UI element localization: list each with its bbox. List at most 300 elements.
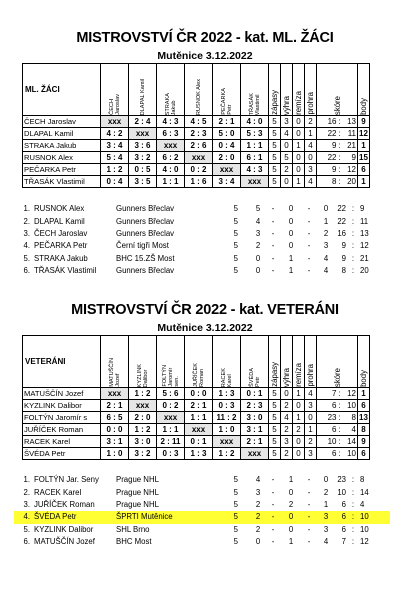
veterani-stat-cell: 6 bbox=[317, 448, 337, 460]
result-goals-against: 9 bbox=[360, 204, 365, 214]
result-dash: - bbox=[307, 253, 311, 263]
zaci-row-name: RUSNOK Alex bbox=[23, 152, 101, 164]
result-colon: : bbox=[351, 524, 355, 534]
veterani-score-cell: 11 : 2 bbox=[213, 412, 241, 424]
result-rank: 2. bbox=[23, 216, 30, 226]
result-name: STRAKA Jakub bbox=[34, 253, 88, 263]
result-dash: - bbox=[307, 499, 311, 509]
list-item bbox=[14, 511, 390, 523]
zaci-stat-cell: 0 bbox=[293, 152, 305, 164]
result-wins: 4 bbox=[255, 216, 261, 226]
result-matches: 5 bbox=[233, 537, 238, 547]
result-rank: 6. bbox=[23, 537, 30, 547]
result-dash: - bbox=[271, 228, 275, 238]
table-row bbox=[23, 388, 370, 400]
zaci-score-cell: 4 : 0 bbox=[241, 116, 269, 128]
veterani-score-cell: 3 : 0 bbox=[129, 436, 157, 448]
result-matches: 5 bbox=[233, 216, 238, 226]
zaci-stat-header bbox=[358, 64, 370, 116]
result-goals-against: 14 bbox=[360, 487, 369, 497]
result-draws: 0 bbox=[288, 487, 294, 497]
zaci-stat-cell: : bbox=[338, 117, 341, 126]
result-colon: : bbox=[351, 228, 355, 238]
zaci-category-label: ML. ŽÁCI bbox=[23, 64, 101, 116]
veterani-score-cell: 1 : 1 bbox=[157, 424, 185, 436]
result-draws: 2 bbox=[288, 499, 294, 509]
zaci-subtitle: Mutěnice 3.12.2022 bbox=[157, 50, 253, 62]
result-losses: 3 bbox=[323, 524, 329, 534]
veterani-stat-cell: 0 bbox=[281, 388, 293, 400]
result-goals-against: 11 bbox=[360, 216, 369, 226]
result-dash: - bbox=[271, 216, 275, 226]
result-rank: 5. bbox=[23, 524, 30, 534]
result-rank: 1. bbox=[23, 475, 30, 485]
veterani-row-name: JUŘÍČEK Roman bbox=[23, 424, 101, 436]
veterani-stat-cell: 6 bbox=[317, 424, 337, 436]
zaci-stat-cell: : bbox=[338, 141, 341, 150]
result-colon: : bbox=[351, 241, 355, 251]
result-rank: 1. bbox=[23, 204, 30, 214]
zaci-stat-cell: 0 bbox=[293, 164, 305, 176]
result-draws: 0 bbox=[288, 524, 294, 534]
veterani-stat-cell: 1 bbox=[305, 424, 317, 436]
veterani-stat-cell: 2 bbox=[281, 424, 293, 436]
zaci-stat-header-text: výhra bbox=[282, 95, 291, 115]
zaci-score-cell: 2 : 1 bbox=[213, 116, 241, 128]
veterani-stat-cell: 5 bbox=[269, 424, 281, 436]
zaci-stat-cell: 16 bbox=[317, 116, 337, 128]
veterani-player-header bbox=[101, 336, 129, 388]
result-name: DLAPAL Kamil bbox=[34, 216, 85, 226]
zaci-score-cell: 4 : 0 bbox=[157, 164, 185, 176]
veterani-score-cell: 2 : 11 bbox=[157, 436, 185, 448]
veterani-stat-cell: 1 bbox=[293, 412, 305, 424]
result-goals-for: 6 bbox=[341, 524, 346, 534]
zaci-score-cell: xxx bbox=[185, 152, 213, 164]
veterani-score-cell: 0 : 1 bbox=[241, 388, 269, 400]
zaci-stat-cell: : bbox=[338, 153, 341, 162]
result-dash: - bbox=[271, 266, 275, 276]
result-dash: - bbox=[307, 241, 311, 251]
zaci-stat-cell: 1 bbox=[293, 176, 305, 188]
zaci-player-header-text: ČECH Jaroslav bbox=[108, 94, 121, 115]
result-wins: 4 bbox=[255, 475, 261, 485]
result-wins: 2 bbox=[255, 499, 261, 509]
zaci-stat-cell: 15 bbox=[359, 153, 368, 162]
veterani-cross-table bbox=[22, 335, 370, 460]
list-item bbox=[14, 253, 390, 265]
zaci-score-cell: 0 : 2 bbox=[185, 164, 213, 176]
veterani-stat-header-text: prohra bbox=[306, 364, 315, 387]
result-matches: 5 bbox=[233, 241, 238, 251]
result-club: Černí tigři Most bbox=[116, 241, 169, 251]
zaci-player-header-text: DLAPAL Kamil bbox=[139, 78, 146, 115]
veterani-stat-cell: 5 bbox=[269, 448, 281, 460]
result-goals-against: 4 bbox=[360, 499, 365, 509]
result-dash: - bbox=[307, 487, 311, 497]
veterani-stat-cell: 2 bbox=[281, 448, 293, 460]
veterani-stat-cell: 5 bbox=[269, 436, 281, 448]
veterani-stat-header-text: body bbox=[359, 370, 368, 387]
zaci-stat-header bbox=[269, 64, 281, 116]
veterani-stat-cell: 6 bbox=[358, 400, 370, 412]
result-losses: 0 bbox=[323, 475, 329, 485]
table-row bbox=[23, 164, 370, 176]
veterani-stat-cell: 9 bbox=[358, 436, 370, 448]
zaci-score-cell: 2 : 6 bbox=[185, 140, 213, 152]
veterani-stat-cell: 3 bbox=[305, 448, 317, 460]
zaci-stat-cell: 0 bbox=[293, 116, 305, 128]
veterani-stat-cell: 10 bbox=[317, 436, 337, 448]
veterani-stat-cell: 8 bbox=[358, 424, 370, 436]
zaci-score-cell: 5 : 3 bbox=[241, 128, 269, 140]
result-rank: 6. bbox=[23, 266, 30, 276]
zaci-score-cell: xxx bbox=[129, 128, 157, 140]
veterani-stat-cell: 0 bbox=[293, 448, 305, 460]
zaci-score-cell: xxx bbox=[241, 176, 269, 188]
veterani-player-header-text: JUŘÍČEK Roman bbox=[192, 363, 205, 387]
zaci-player-header-text: RUSNOK Alex bbox=[195, 78, 202, 115]
veterani-stat-cell: 2 bbox=[281, 400, 293, 412]
result-goals-for: 9 bbox=[341, 253, 346, 263]
veterani-player-header bbox=[241, 336, 269, 388]
zaci-score-cell: 3 : 4 bbox=[101, 140, 129, 152]
zaci-player-header bbox=[157, 64, 185, 116]
result-dash: - bbox=[271, 241, 275, 251]
list-item bbox=[14, 240, 390, 252]
veterani-player-header bbox=[213, 336, 241, 388]
veterani-score-cell: 2 : 1 bbox=[101, 400, 129, 412]
result-goals-for: 9 bbox=[341, 241, 346, 251]
result-goals-against: 21 bbox=[360, 253, 369, 263]
veterani-stat-cell: : bbox=[338, 425, 341, 434]
veterani-score-cell: 5 : 6 bbox=[157, 388, 185, 400]
zaci-score-cell: xxx bbox=[213, 164, 241, 176]
list-item bbox=[14, 486, 390, 498]
veterani-score-cell: 3 : 1 bbox=[241, 424, 269, 436]
result-colon: : bbox=[351, 204, 355, 214]
result-club: Gunners Břeclav bbox=[116, 266, 175, 276]
table-row bbox=[23, 176, 370, 188]
zaci-row-name: TŘASÁK Vlastimil bbox=[23, 176, 101, 188]
result-draws: 1 bbox=[288, 475, 294, 485]
zaci-row-name: ČECH Jaroslav bbox=[23, 116, 101, 128]
result-wins: 3 bbox=[255, 487, 261, 497]
zaci-player-header-text: PEČARKA Petr bbox=[220, 88, 233, 115]
result-colon: : bbox=[351, 499, 355, 509]
result-matches: 5 bbox=[233, 524, 238, 534]
zaci-stat-cell: : bbox=[338, 177, 341, 186]
result-gap bbox=[238, 215, 250, 227]
zaci-score-cell: 4 : 3 bbox=[241, 164, 269, 176]
veterani-title: MISTROVSTVÍ ČR 2022 - kat. VETERÁNI bbox=[71, 302, 339, 318]
result-losses: 4 bbox=[323, 266, 329, 276]
zaci-stat-cell: 20 bbox=[343, 176, 358, 188]
result-draws: 1 bbox=[288, 537, 294, 547]
result-club: Prague NHL bbox=[116, 499, 159, 509]
zaci-stat-cell: : bbox=[338, 165, 341, 174]
table-row bbox=[23, 152, 370, 164]
veterani-category-label: VETERÁNI bbox=[23, 336, 101, 388]
veterani-player-header-text: MATUŠČÍN Jozef bbox=[108, 358, 121, 387]
zaci-row-name: PEČARKA Petr bbox=[23, 164, 101, 176]
zaci-stat-cell: 1 bbox=[358, 140, 370, 152]
veterani-stat-cell: 10 bbox=[343, 448, 358, 460]
veterani-stat-cell: 8 bbox=[343, 412, 358, 424]
result-draws: 1 bbox=[288, 253, 294, 263]
veterani-stat-cell: 1 bbox=[293, 388, 305, 400]
result-gap bbox=[238, 228, 250, 240]
zaci-score-cell: 5 : 0 bbox=[213, 128, 241, 140]
veterani-stat-header bbox=[358, 336, 370, 388]
zaci-stat-cell: 4 bbox=[305, 140, 317, 152]
result-dash: - bbox=[271, 524, 275, 534]
veterani-score-cell: 0 : 3 bbox=[157, 448, 185, 460]
zaci-stat-cell: 1 bbox=[293, 140, 305, 152]
result-goals-for: 22 bbox=[337, 216, 346, 226]
zaci-score-cell: 3 : 4 bbox=[213, 176, 241, 188]
result-draws: 0 bbox=[280, 511, 302, 523]
veterani-score-cell: 2 : 0 bbox=[129, 412, 157, 424]
list-item bbox=[14, 524, 390, 536]
result-wins: 0 bbox=[255, 266, 261, 276]
result-losses: 2 bbox=[323, 487, 329, 497]
veterani-stat-cell: 3 bbox=[281, 436, 293, 448]
table-row bbox=[23, 128, 370, 140]
zaci-score-cell: 1 : 2 bbox=[101, 164, 129, 176]
veterani-score-cell: 6 : 5 bbox=[101, 412, 129, 424]
zaci-score-cell: 2 : 0 bbox=[213, 152, 241, 164]
zaci-score-cell: 4 : 3 bbox=[157, 116, 185, 128]
result-goals-for: 16 bbox=[337, 228, 346, 238]
veterani-stat-cell: 2 bbox=[293, 424, 305, 436]
result-rank: 4. bbox=[23, 241, 30, 251]
veterani-score-cell: 1 : 0 bbox=[213, 424, 241, 436]
zaci-stat-cell: 9 bbox=[317, 164, 337, 176]
result-colon: : bbox=[351, 475, 355, 485]
zaci-score-cell: xxx bbox=[101, 116, 129, 128]
veterani-stat-cell: : bbox=[338, 413, 341, 422]
zaci-stat-header bbox=[281, 64, 293, 116]
result-club: BHC 15.ZŠ Most bbox=[116, 253, 175, 263]
zaci-stat-cell: 2 bbox=[305, 116, 317, 128]
zaci-score-cell: 4 : 2 bbox=[101, 128, 129, 140]
veterani-row-name: FOLTÝN Jaromír s bbox=[23, 412, 101, 424]
zaci-player-header bbox=[185, 64, 213, 116]
table-row bbox=[23, 140, 370, 152]
zaci-score-cell: 6 : 3 bbox=[157, 128, 185, 140]
veterani-stat-cell: 5 bbox=[269, 388, 281, 400]
veterani-stat-cell: 23 bbox=[317, 412, 337, 424]
table-row bbox=[23, 412, 370, 424]
zaci-stat-cell: 3 bbox=[281, 116, 293, 128]
result-losses: 1 bbox=[323, 499, 329, 509]
result-matches: 5 bbox=[233, 228, 238, 238]
zaci-stat-header-text: zápasy bbox=[270, 90, 279, 115]
zaci-stat-cell: 3 bbox=[305, 164, 317, 176]
result-goals-against: 10 bbox=[360, 511, 390, 523]
table-row bbox=[23, 436, 370, 448]
zaci-title: MISTROVSTVÍ ČR 2022 - kat. ML. ŽÁCI bbox=[76, 30, 334, 46]
result-goals-against: 10 bbox=[360, 524, 369, 534]
zaci-score-cell: 3 : 5 bbox=[129, 176, 157, 188]
veterani-player-header bbox=[157, 336, 185, 388]
zaci-stat-cell: 8 bbox=[317, 176, 337, 188]
list-item bbox=[14, 215, 390, 227]
zaci-score-cell: 2 : 3 bbox=[185, 128, 213, 140]
veterani-stat-cell: : bbox=[338, 389, 341, 398]
result-gap bbox=[238, 474, 250, 486]
veterani-score-cell: 0 : 2 bbox=[157, 400, 185, 412]
result-dash: - bbox=[271, 499, 275, 509]
result-gap bbox=[238, 253, 250, 265]
zaci-stat-cell: 22 bbox=[317, 128, 337, 140]
zaci-stat-header bbox=[305, 64, 317, 116]
zaci-stat-cell: 2 bbox=[281, 164, 293, 176]
veterani-score-cell: 0 : 0 bbox=[185, 388, 213, 400]
result-goals-for: 8 bbox=[341, 266, 346, 276]
result-rank: 3. bbox=[23, 499, 30, 509]
veterani-score-cell: 1 : 1 bbox=[185, 412, 213, 424]
veterani-score-cell: 1 : 2 bbox=[129, 424, 157, 436]
result-colon: : bbox=[351, 216, 355, 226]
result-name: ČECH Jaroslav bbox=[34, 228, 88, 238]
zaci-score-cell: 6 : 2 bbox=[157, 152, 185, 164]
result-colon: : bbox=[346, 511, 360, 523]
result-rank: 4. bbox=[14, 511, 30, 523]
list-item bbox=[14, 536, 390, 548]
result-matches: 5 bbox=[233, 487, 238, 497]
result-club: Prague NHL bbox=[116, 487, 159, 497]
zaci-player-header-text: TŘASÁK Vlastimil bbox=[248, 92, 261, 115]
veterani-row-name: RACEK Karel bbox=[23, 436, 101, 448]
list-item bbox=[14, 228, 390, 240]
result-wins: 0 bbox=[255, 537, 261, 547]
result-draws: 1 bbox=[288, 266, 294, 276]
veterani-stat-header bbox=[293, 336, 305, 388]
result-goals-against: 8 bbox=[360, 475, 365, 485]
table-row bbox=[23, 448, 370, 460]
veterani-stat-cell: 0 bbox=[293, 436, 305, 448]
zaci-stat-cell: 4 bbox=[281, 128, 293, 140]
zaci-score-cell: 1 : 1 bbox=[241, 140, 269, 152]
veterani-row-name: KYZLINK Dalibor bbox=[23, 400, 101, 412]
result-losses: 3 bbox=[316, 511, 336, 523]
result-matches: 5 bbox=[233, 499, 238, 509]
zaci-score-cell: 0 : 4 bbox=[213, 140, 241, 152]
veterani-score-cell: 2 : 1 bbox=[241, 436, 269, 448]
result-draws: 0 bbox=[288, 228, 294, 238]
veterani-score-cell: 3 : 0 bbox=[241, 412, 269, 424]
zaci-results bbox=[14, 203, 390, 277]
veterani-player-header bbox=[129, 336, 157, 388]
veterani-stat-cell: 4 bbox=[305, 388, 317, 400]
result-goals-against: 13 bbox=[360, 228, 369, 238]
veterani-stat-cell: : bbox=[338, 449, 341, 458]
result-club: Prague NHL bbox=[116, 475, 159, 485]
zaci-stat-cell: 12 bbox=[343, 164, 358, 176]
result-matches: 5 bbox=[233, 266, 238, 276]
zaci-stat-cell: 12 bbox=[359, 129, 368, 138]
result-wins: 3 bbox=[255, 228, 261, 238]
veterani-score-cell: xxx bbox=[213, 436, 241, 448]
veterani-stat-cell: 5 bbox=[269, 400, 281, 412]
veterani-stat-cell: 7 bbox=[317, 388, 337, 400]
result-gap bbox=[238, 499, 250, 511]
veterani-stat-cell: 3 bbox=[305, 400, 317, 412]
veterani-stat-cell: 13 bbox=[359, 413, 368, 422]
zaci-player-header bbox=[101, 64, 129, 116]
result-goals-against: 20 bbox=[360, 266, 369, 276]
zaci-player-header bbox=[129, 64, 157, 116]
veterani-score-cell: xxx bbox=[185, 424, 213, 436]
result-goals-against: 12 bbox=[360, 241, 369, 251]
zaci-stat-header-text: prohra bbox=[306, 92, 315, 115]
result-club: Gunners Břeclav bbox=[116, 228, 175, 238]
result-wins: 2 bbox=[255, 524, 261, 534]
veterani-stat-header-text: remíza bbox=[294, 363, 303, 387]
veterani-stat-cell: : bbox=[338, 401, 341, 410]
result-club: Gunners Břeclav bbox=[116, 216, 175, 226]
veterani-stat-header-text: zápasy bbox=[270, 362, 279, 387]
zaci-stat-cell: 5 bbox=[281, 152, 293, 164]
zaci-stat-cell: 5 bbox=[269, 128, 281, 140]
veterani-stat-cell: 5 bbox=[269, 412, 281, 424]
zaci-stat-cell: 1 bbox=[305, 128, 317, 140]
zaci-score-cell: 0 : 4 bbox=[101, 176, 129, 188]
veterani-score-cell: xxx bbox=[241, 448, 269, 460]
result-name: TŘASÁK Vlastimil bbox=[34, 266, 97, 276]
result-dash: - bbox=[271, 204, 275, 214]
veterani-player-header-text: FOLTÝN Jaromír sen. bbox=[161, 365, 180, 387]
veterani-stat-cell: 10 bbox=[343, 400, 358, 412]
result-name: KYZLINK Dalibor bbox=[34, 524, 94, 534]
zaci-stat-header bbox=[293, 64, 305, 116]
veterani-row-name: ŠVÉDA Petr bbox=[23, 448, 101, 460]
result-wins: 2 bbox=[255, 241, 261, 251]
result-rank: 2. bbox=[23, 487, 30, 497]
zaci-score-cell: 4 : 5 bbox=[185, 116, 213, 128]
zaci-stat-cell: 9 bbox=[317, 140, 337, 152]
zaci-stat-cell: : bbox=[338, 129, 341, 138]
result-dash: - bbox=[307, 537, 311, 547]
result-name: RUSNOK Alex bbox=[34, 204, 85, 214]
result-dash: - bbox=[307, 228, 311, 238]
veterani-stat-cell: 2 bbox=[305, 436, 317, 448]
result-name: MATUŠČÍN Jozef bbox=[34, 537, 95, 547]
veterani-score-cell: 2 : 1 bbox=[185, 400, 213, 412]
result-losses: 4 bbox=[323, 253, 329, 263]
result-gap bbox=[238, 511, 250, 523]
result-name: JUŘÍČEK Roman bbox=[34, 499, 95, 509]
zaci-stat-cell: 13 bbox=[343, 116, 358, 128]
veterani-subtitle: Mutěnice 3.12.2022 bbox=[157, 322, 253, 334]
veterani-stat-header-text: výhra bbox=[282, 367, 291, 387]
veterani-stat-cell: 0 bbox=[293, 400, 305, 412]
zaci-score-cell: 3 : 6 bbox=[129, 140, 157, 152]
result-losses: 0 bbox=[323, 204, 329, 214]
zaci-score-cell: 6 : 1 bbox=[241, 152, 269, 164]
result-dash: - bbox=[302, 511, 316, 523]
result-goals-for: 7 bbox=[341, 537, 346, 547]
result-colon: : bbox=[351, 253, 355, 263]
zaci-stat-header-text: body bbox=[359, 98, 368, 115]
veterani-stat-cell: 6 bbox=[317, 400, 337, 412]
result-dash: - bbox=[266, 511, 280, 523]
result-matches: 5 bbox=[233, 253, 238, 263]
veterani-stat-cell: 0 bbox=[305, 412, 317, 424]
result-name: FOLTÝN Jar. Seny bbox=[34, 475, 99, 485]
